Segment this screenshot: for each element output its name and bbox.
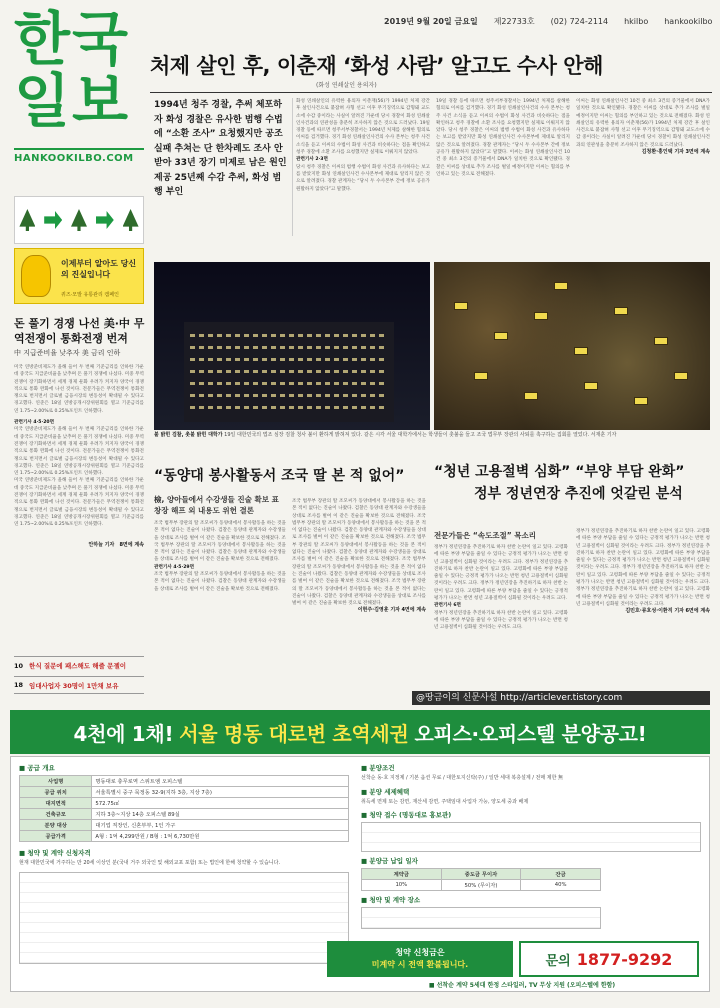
story-two-body: 조국 법무부 장관의 딸 조모씨가 동양대에서 봉사활동을 하는 것을 본 적이 없다는 진술이 나왔다. 검찰은 동양대 관계자와 수강생들을 상대로 조사를 벌여 이 같은 진술을 확보한 것으로 전해졌다. <box>292 579 426 607</box>
building-windows <box>190 334 388 337</box>
photo-candlelight-rally[interactable] <box>434 262 710 430</box>
building-windows <box>190 370 388 373</box>
story-three-body: 정부가 정년연장을 추진하기로 하자 찬반 논란이 일고 있다. 고령화에 따른 부양 부담을 줄일 수 있다는 긍정적 평가가 나오는 반면 청년 고용절벽이 심화될 것이라는 우려도 크다. <box>576 565 710 586</box>
logo-line-1: 한국 <box>14 5 131 73</box>
story-three-headline[interactable]: “청년 고용절벽 심화” “부양 부담 완화” <box>434 464 685 480</box>
divider <box>292 98 293 236</box>
subscription-table <box>361 822 701 852</box>
table-row <box>20 831 349 842</box>
photo-caption <box>154 432 710 439</box>
main-body-text: 화성 연쇄살인의 유력한 용의자 이춘재(56)가 1994년 처제 강간 후 살인사건으로 붙잡혀 사형 선고 이후 무기징역으로 감형돼 교도소에 수감 중이라는 사실이 알려진 가운데 당시 경찰이 화성 연쇄살인사건과의 연관성을 충분히 조사하지 않은 것으로 드러났다. <box>576 113 710 148</box>
related-articles: 관련기사 6면 <box>434 603 461 609</box>
photo-caption-text: 19일 대한민국의 법조 심장 검찰 청사 불이 환하게 밝혀져 있다. 같은 시각 서울 대학가에서는 학생들이 촛불을 들고 조국 법무부 장관의 사퇴를 촉구하는 집회를 열었다. <box>224 432 590 438</box>
story-three-tag: 전문가들은 “속도조절” 목소리 <box>434 531 537 540</box>
story-three-body: 정부가 정년연장을 추진하기로 하자 찬반 논란이 일고 있다. 고령화에 따른 부양 부담을 줄일 수 있다는 긍정적 평가가 나오는 반면 청년 고용절벽이 심화될 것이라는 우려도 크다. <box>576 587 710 607</box>
table-cell: 40% <box>521 880 601 891</box>
divider <box>150 92 712 93</box>
inquiry-phone[interactable] <box>519 941 699 977</box>
protest-sign <box>454 302 468 310</box>
author: 김청환·홍인택 기자 <box>641 149 684 156</box>
story-two-body: 조국 법무부 장관의 딸 조모씨가 동양대에서 봉사활동을 하는 것을 본 적이 없다는 진술이 나왔다. 검찰은 동양대 관계자와 수강생들을 상대로 조사를 벌여 이 같은 진술을 확보한 것으로 전해졌다. <box>292 499 426 519</box>
story-two-body: 조국 법무부 장관의 딸 조모씨가 동양대에서 봉사활동을 하는 것을 본 적이 없다는 진술이 나왔다. 검찰은 동양대 관계자와 수강생들을 상대로 조사를 벌여 이 같은 진술을 확보한 것으로 전해졌다. <box>154 572 286 592</box>
overview-table <box>19 775 349 842</box>
story-two-col-2 <box>292 498 426 684</box>
story-two-body: 조국 법무부 장관의 딸 조모씨가 동양대에서 봉사활동을 하는 것을 본 적이 없다는 진술이 나왔다. 검찰은 동양대 관계자와 수강생들을 상대로 조사를 벌여 이 같은 진술을 확보한 것으로 전해졌다. <box>154 521 286 541</box>
table-cell: 지하 3층~지상 14층 오피스텔 89실 <box>92 809 349 820</box>
tree-icon <box>71 209 87 231</box>
building-windows <box>190 346 388 349</box>
table-cell: 10% <box>362 880 442 891</box>
brief-page: 10 <box>14 661 24 670</box>
left-subheadline: 中 지급준비율 낮추자 美 금리 인하 <box>14 349 121 357</box>
protest-sign <box>554 282 568 290</box>
tree-icon <box>123 209 139 231</box>
story-two-body: 조국 법무부 장관의 딸 조모씨가 동양대에서 봉사활동을 하는 것을 본 적이 없다는 진술이 나왔다. 검찰은 동양대 관계자와 수강생들을 상대로 조사를 벌여 이 같은 진술을 확보한 것으로 전해졌다. <box>292 513 426 541</box>
ad-left-column <box>19 763 349 964</box>
mascot-icon <box>21 255 51 297</box>
main-body-text: 화성 연쇄살인의 유력한 용의자 이춘재(56)가 1994년 처제 강간 후 살인사건으로 붙잡혀 사형 선고 이후 무기징역으로 감형돼 교도소에 수감 중이라는 사실이 알려진 가운데 당시 경찰이 화성 연쇄살인사건과의 연관성을 충분히 조사하지 않은 것으로 드러났다. <box>296 99 430 126</box>
ad-footer: ■ 선착순 계약 5세대 한정 스타일러, TV 무상 지원 (오피스텔에 한함) <box>428 982 616 989</box>
main-body-col-3 <box>576 98 710 256</box>
brief-text: 임대사업자 30명이 1만채 보유 <box>29 681 119 690</box>
hankook-illustration <box>14 196 144 244</box>
main-body-text: 19일 경찰 등에 따르면 청주서부경찰서는 1994년 처제를 살해한 혐의로 이씨를 검거했다. 경기 화성 연쇄살인사건의 수사 본부는 청주 사건 소식을 듣고 이씨의 수법이 화성 사건과 비슷하다는 점을 확인하고 청주 경찰에 소환 조사를 요청했지만 실제로 이뤄지지 않았다. <box>436 99 570 134</box>
main-body-text: 당시 청주 경찰은 이씨의 범행 수법이 화성 사건과 유사하다는 보고를 받았지만 화성 연쇄살인사건 수사본부에 제대로 알리지 않은 것으로 알려졌다. 경찰 관계자는 “당시 두 수사본부 간에 정보 공유가 원활하지 않았다”고 말했다. <box>296 164 430 192</box>
table-cell: 대지면적 <box>20 798 92 809</box>
table-row <box>20 787 349 798</box>
arrow-icon <box>44 211 62 229</box>
brief-page: 18 <box>14 681 24 689</box>
protest-sign <box>474 372 488 380</box>
ad-banner-pre: 4천에 1채! <box>73 721 174 746</box>
masthead <box>14 5 144 188</box>
main-headline-credit: (화성 연쇄살인 용의자) <box>316 82 377 89</box>
crowd <box>434 262 710 430</box>
building-windows <box>190 406 388 409</box>
ad-body <box>10 756 710 992</box>
author: 이현주·김영훈 기자 <box>357 607 400 614</box>
table-row <box>20 776 349 787</box>
continued: 6면에 계속 <box>685 608 710 615</box>
conditions-title: ■ 분양조건 <box>361 764 395 772</box>
story-three-col-1 <box>434 544 568 684</box>
table-row <box>362 880 601 891</box>
story-two-body: 조국 법무부 장관의 딸 조모씨가 동양대에서 봉사활동을 하는 것을 본 적이 없다는 진술이 나왔다. 검찰은 동양대 관계자와 수강생들을 상대로 조사를 벌여 이 같은 진술을 확보한 것으로 전해졌다. <box>292 557 426 585</box>
main-lead: 1994년 청주 경찰, 추써 체포하자 화성 경찰은 유사한 범행 수법에 “소환 조사” 요청했지만 공조 실패 추쳐는 단 한차례도 조사 안 받아 33년 장기 미제로 남은 원인 제공 25년째 수감 추써, 화성 범행 부인 <box>154 100 287 197</box>
refund-notice <box>327 941 513 977</box>
table-cell: 중도금 무이자 <box>441 869 521 880</box>
tax-text: 취득세 면제 또는 감면, 재산세 감면, 주택임대 사업자 가능, 양도세 중과 배제 <box>361 798 529 805</box>
story-three-body: 정부가 정년연장을 추진하기로 하자 찬반 논란이 일고 있다. 고령화에 따른 부양 부담을 줄일 수 있다는 긍정적 평가가 나오는 반면 청년 고용절벽이 심화될 것이라는 우려도 크다. <box>434 581 568 602</box>
main-body-col-2 <box>436 98 570 256</box>
tree-icon <box>19 209 35 231</box>
protest-sign <box>534 312 548 320</box>
table-cell: 공급가격 <box>20 831 92 842</box>
payment-table <box>361 868 601 891</box>
table-cell: 잔금 <box>521 869 601 880</box>
subscription-title: ■ 청약 접수 (명동대로 홍보관) <box>361 811 452 819</box>
campaign-ad-text: 이제부터 알아도 당신의 진실입니다 <box>61 259 137 279</box>
story-three-body: 정부가 정년연장을 추진하기로 하자 찬반 논란이 일고 있다. 고령화에 따른 부양 부담을 줄일 수 있다는 긍정적 평가가 나오는 반면 청년 고용절벽이 심화될 것이라는 우려도 크다. <box>576 543 710 571</box>
continued: 3면에 계속 <box>685 149 710 156</box>
table-row <box>20 820 349 831</box>
protest-sign <box>574 347 588 355</box>
ad-banner[interactable] <box>10 710 710 754</box>
brief-item[interactable] <box>14 676 144 694</box>
story-two-body: 조국 법무부 장관의 딸 조모씨가 동양대에서 봉사활동을 하는 것을 본 적이 없다는 진술이 나왔다. 검찰은 동양대 관계자와 수강생들을 상대로 조사를 벌여 이 같은 진술을 확보한 것으로 전해졌다. <box>292 535 426 563</box>
photo-caption-title: 불 밝힌 검찰, 촛불 밝힌 대학가 <box>154 432 223 438</box>
tax-title: ■ 분양 세제혜택 <box>361 787 410 796</box>
left-article <box>14 364 144 650</box>
facebook-handle: hkilbo <box>624 16 649 26</box>
photo-prosecutors-office[interactable] <box>154 262 430 430</box>
watermark-link[interactable]: @땅금이의 신문사설 http://articlever.tistory.com <box>412 691 710 705</box>
story-two-body: 조국 법무부 장관의 딸 조모씨가 동양대에서 봉사활동을 하는 것을 본 적이 없다는 진술이 나왔다. 검찰은 동양대 관계자와 수강생들을 상대로 조사를 벌여 이 같은 진술을 확보한 것으로 전해졌다. <box>154 535 286 563</box>
main-body-text: 당시 청주 경찰은 이씨의 범행 수법이 화성 사건과 유사하다는 보고를 받았지만 화성 연쇄살인사건 수사본부에 제대로 알리지 않은 것으로 알려졌다. 경찰 관계자는 “당시 두 수사본부 간에 정보 공유가 원활하지 않았다”고 말했다. <box>436 128 570 156</box>
conditions-text: 선착순 동·호 지정제 / 기본 옵션 무료 / 대한토지신탁(주) / 일반 세대 복층설계 / 전매 제한 無 <box>361 775 564 781</box>
left-headline[interactable]: 돈 풀기 경쟁 나선 美·中 무역전쟁이 통화전쟁 번져 <box>14 317 145 345</box>
table-cell: 사업명 <box>20 776 92 787</box>
arrow-icon <box>96 211 114 229</box>
eligibility-note: 현재 대한민국에 거주하는 만 20세 이상인 분(국내 거주 외국인 및 해외교포 포함) 또는 법인에 한해 청약할 수 있습니다. <box>19 860 281 866</box>
brief-text: 한식 질문에 패스해도 해줄 문젤이 <box>29 662 127 670</box>
table-cell: 대기업 직장인, 신혼부부, 1인 가구 <box>92 820 349 831</box>
ad-banner-highlight: 서울 명동 대로변 초역세권 <box>179 721 409 746</box>
author: 안하늘 기자 <box>88 541 115 548</box>
issue-number: 제22733호 <box>493 16 535 26</box>
campaign-ad-sub: 퀴즈·모발 유통관리 캠페인 <box>61 292 119 298</box>
table-cell: 분양 대상 <box>20 820 92 831</box>
eligibility-title: ■ 청약 및 계약 신청자격 <box>19 849 91 857</box>
left-article-body: 미국 연방준비제도가 올해 들어 두 번째 기준금리를 인하한 가운데 중국도 지급준비율을 낮추며 돈 풀기 경쟁에 나섰다. 미중 무역전쟁이 장기화하면서 세계 경제 둔화 우려가 커지자 양국이 경쟁적으로 통화 완화에 나선 것이다. 전문가들은 무역전쟁이 통화전쟁으로 번지면서 글로벌 금융시장의 변동성이 확대될 수 있다고 경고했다. 연준은 18일 연방공개시장위원회를 열고 기준금리를 연 1.75~2.00%로 0.25%포인트 인하했다. <box>14 427 144 477</box>
ad-right-column <box>361 763 701 929</box>
left-article-body: 미국 연방준비제도가 올해 들어 두 번째 기준금리를 인하한 가운데 중국도 지급준비율을 낮추며 돈 풀기 경쟁에 나섰다. 미중 무역전쟁이 장기화하면서 세계 경제 둔화 우려가 커지자 양국이 경쟁적으로 통화 완화에 나선 것이다. 전문가들은 무역전쟁이 통화전쟁으로 번지면서 글로벌 금융시장의 변동성이 확대될 수 있다고 경고했다. 연준은 18일 연방공개시장위원회를 열고 기준금리를 연 1.75~2.00%로 0.25%포인트 인하했다. <box>14 365 144 414</box>
story-two-col-1 <box>154 520 286 670</box>
table-row <box>20 809 349 820</box>
main-body-text: 이씨는 화성 연쇄살인사건 10건 중 최소 3건의 증거물에서 DNA가 일치한 것으로 확인됐다. 경찰은 이씨를 상대로 추가 조사를 벌일 예정이지만 이씨는 혐의를 부인하고 있는 것으로 전해졌다. <box>576 99 710 119</box>
protest-sign <box>494 332 508 340</box>
table-row <box>362 869 601 880</box>
table-cell: 572.75㎡ <box>92 798 349 809</box>
masthead-domain[interactable]: HANKOOKILBO.COM <box>14 148 144 164</box>
topbar <box>384 14 713 28</box>
table-cell: 공급 위치 <box>20 787 92 798</box>
related-articles: 관련기사 4·5·20면 <box>14 420 55 426</box>
logo-line-2: 일보 <box>14 67 131 135</box>
issue-date: 2019년 9월 20일 금요일 <box>384 16 478 26</box>
phone-label: 문의 <box>545 953 571 969</box>
phone-number: (02) 724-2114 <box>550 16 609 26</box>
protest-sign <box>584 382 598 390</box>
payment-title: ■ 분양금 납입 일자 <box>361 857 418 865</box>
building-windows <box>190 382 388 385</box>
protest-sign <box>524 392 538 400</box>
story-two-headline[interactable]: “동양대 봉사활동서 조국 딸 본 적 없어” <box>154 468 405 484</box>
main-body-text: 이씨는 화성 연쇄살인사건 10건 중 최소 3건의 증거물에서 DNA가 일치한 것으로 확인됐다. 경찰은 이씨를 상대로 추가 조사를 벌일 예정이지만 이씨는 혐의를 부인하고 있는 것으로 전해졌다. <box>436 150 570 177</box>
continued: 8면에 계속 <box>119 541 144 548</box>
ad-banner-post: 오피스·오피스텔 분양공고! <box>414 721 647 746</box>
story-three-body: 정부가 정년연장을 추진하기로 하자 찬반 논란이 일고 있다. 고령화에 따른 부양 부담을 줄일 수 있다는 긍정적 평가가 나오는 반면 청년 고용절벽이 심화될 것이라는 우려도 크다. <box>576 529 710 549</box>
eligibility-table <box>19 872 349 964</box>
refund-line-2: 미계약 시 전액 환불됩니다. <box>371 960 469 969</box>
table-cell: 건축규모 <box>20 809 92 820</box>
refund-line-1: 청약 신청금은 <box>395 948 445 957</box>
contract-title: ■ 청약 및 계약 장소 <box>361 896 421 904</box>
main-body-col-1 <box>296 98 430 256</box>
story-three-body: 정부가 정년연장을 추진하기로 하자 찬반 논란이 일고 있다. 고령화에 따른 부양 부담을 줄일 수 있다는 긍정적 평가가 나오는 반면 청년 고용절벽이 심화될 것이라는 우려도 크다. <box>434 610 568 631</box>
building-windows <box>190 394 388 397</box>
photo-caption-credit: 서재훈 기자 <box>590 432 617 438</box>
related-articles: 관련기사 4·5·29면 <box>154 564 195 570</box>
protest-sign <box>614 307 628 315</box>
story-three-col-2 <box>576 528 710 684</box>
related-articles: 관련기사 2·3면 <box>296 157 328 163</box>
story-two-deck: 檢, 양아들에서 수강생들 진술 확보 표창장 해프 외 내용도 위헌 결론 <box>154 495 279 515</box>
protest-sign <box>654 337 668 345</box>
table-cell: 계약금 <box>362 869 442 880</box>
main-body-text: 19일 경찰 등에 따르면 청주서부경찰서는 1994년 처제를 살해한 혐의로 이씨를 검거했다. 경기 화성 연쇄살인사건의 수사 본부는 청주 사건 소식을 듣고 이씨의 수법이 화성 사건과 비슷하다는 점을 확인하고 청주 경찰에 소환 조사를 요청했지만 실제로 이뤄지지 않았다. <box>296 120 430 156</box>
main-headline[interactable]: 처제 살인 후, 이춘재 ‘화성 사람’ 알고도 수사 안해 <box>150 54 603 78</box>
story-three-body: 정부가 정년연장을 추진하기로 하자 찬반 논란이 일고 있다. 고령화에 따른 부양 부담을 줄일 수 있다는 긍정적 평가가 나오는 반면 청년 고용절벽이 심화될 것이라는 우려도 크다. <box>434 545 568 565</box>
contract-table <box>361 907 601 929</box>
story-three-headline-2[interactable]: 정부 정년연장 추진에 엇갈린 분석 <box>474 486 683 502</box>
table-cell: 50% (무이자) <box>441 880 521 891</box>
campaign-ad[interactable] <box>14 248 144 304</box>
building-windows <box>190 358 388 361</box>
author: 김민호·류호성·이환직 기자 <box>625 608 684 615</box>
table-cell: A형 : 1억 4,299만원 / B형 : 1억 6,730만원 <box>92 831 349 842</box>
twitter-handle: hankookilbo <box>664 16 713 26</box>
table-row <box>20 798 349 809</box>
table-cell: 명동대로 충무로역 스위트엠 오피스텔 <box>92 776 349 787</box>
protest-sign <box>634 397 648 405</box>
continued: 4면에 계속 <box>401 607 426 614</box>
story-three-body: 정부가 정년연장을 추진하기로 하자 찬반 논란이 일고 있다. 고령화에 따른 부양 부담을 줄일 수 있다는 긍정적 평가가 나오는 반면 청년 고용절벽이 심화될 것이라는 우려도 크다. <box>434 559 568 587</box>
table-cell: 서울특별시 중구 묵정동 32-9(지하 3층, 지상 7층) <box>92 787 349 798</box>
phone-number: 1877-9292 <box>576 949 673 969</box>
left-article-body: 미국 연방준비제도가 올해 들어 두 번째 기준금리를 인하한 가운데 중국도 지급준비율을 낮추며 돈 풀기 경쟁에 나섰다. 미중 무역전쟁이 장기화하면서 세계 경제 둔화 우려가 커지자 양국이 경쟁적으로 통화 완화에 나선 것이다. 전문가들은 무역전쟁이 통화전쟁으로 번지면서 글로벌 금융시장의 변동성이 확대될 수 있다고 경고했다. 연준은 18일 연방공개시장위원회를 열고 기준금리를 연 1.75~2.00%로 0.25%포인트 인하했다. <box>14 478 144 528</box>
overview-title: ■ 공급 개요 <box>19 764 55 772</box>
brief-item[interactable] <box>14 656 144 674</box>
protest-sign <box>674 372 688 380</box>
